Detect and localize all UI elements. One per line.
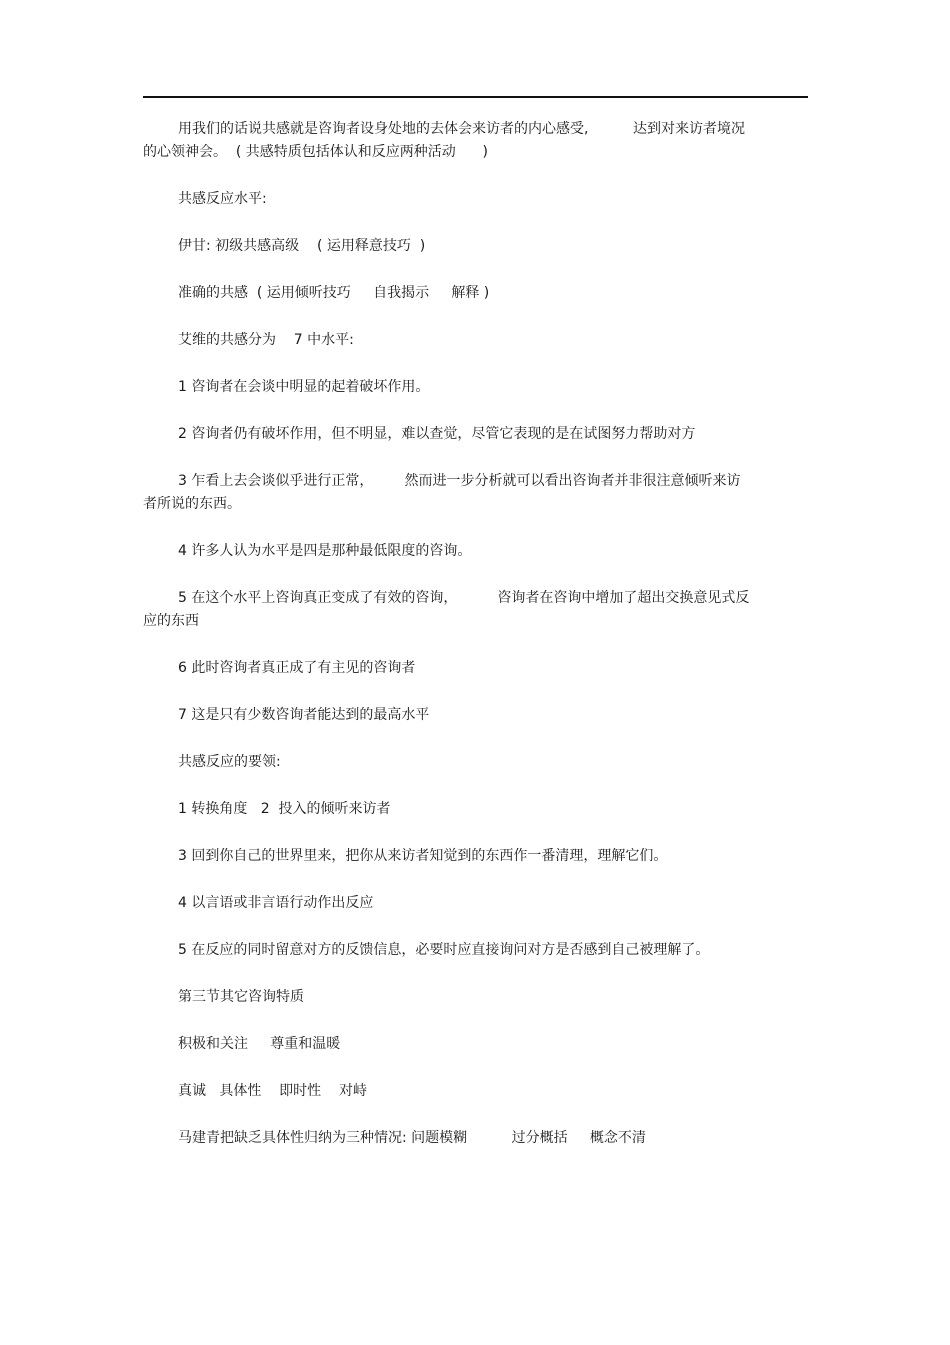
paragraph: 准确的共感 ( 运用倾听技巧 自我揭示 解释 ) [178, 285, 490, 301]
list-item: 4 以言语或非言语行动作出反应 [178, 895, 374, 911]
list-item: 5 在反应的同时留意对方的反馈信息，必要时应直接询问对方是否感到自己被理解了。 [178, 942, 710, 958]
paragraph: 马建青把缺乏具体性归纳为三种情况: 问题模糊 过分概括 概念不清 [178, 1130, 646, 1146]
list-item: 2 咨询者仍有破坏作用，但不明显，难以查觉，尽管它表现的是在试图努力帮助对方 [178, 426, 696, 442]
paragraph: 真诚 具体性 即时性 对峙 [178, 1083, 367, 1099]
paragraph-empathy-definition [143, 118, 808, 164]
list-item [143, 587, 808, 633]
list-item: 1 转换角度 2 投入的倾听来访者 [178, 801, 391, 817]
paragraph-line-continued: 应的东西 [143, 613, 199, 629]
list-item: 4 许多人认为水平是四是那种最低限度的咨询。 [178, 543, 472, 559]
paragraph-line-continued: 者所说的东西。 [143, 496, 241, 512]
document-body [143, 118, 808, 1150]
list-item: 1 咨询者在会谈中明显的起着破坏作用。 [178, 379, 430, 395]
top-rule [143, 96, 808, 98]
paragraph-line: 5 在这个水平上咨询真正变成了有效的咨询， 咨询者在咨询中增加了超出交换意见式反 [178, 590, 750, 606]
paragraph-line-continued: 的心领神会。 ( 共感特质包括体认和反应两种活动 ) [143, 144, 488, 160]
paragraph: 伊甘: 初级共感高级 ( 运用释意技巧 ) [178, 238, 426, 254]
paragraph: 积极和关注 尊重和温暖 [178, 1036, 341, 1052]
list-item: 3 回到你自己的世界里来，把你从来访者知觉到的东西作一番清理，理解它们。 [178, 848, 668, 864]
list-item [143, 470, 808, 516]
paragraph-line: 用我们的话说共感就是咨询者设身处地的去体会来访者的内心感受, 达到对来访者境况 [178, 121, 745, 137]
paragraph: 共感反应水平: [178, 191, 267, 207]
section-heading: 第三节其它咨询特质 [178, 989, 304, 1005]
paragraph: 共感反应的要领: [178, 754, 281, 770]
paragraph: 艾维的共感分为 7 中水平: [178, 332, 354, 348]
list-item: 7 这是只有少数咨询者能达到的最高水平 [178, 707, 430, 723]
list-item: 6 此时咨询者真正成了有主见的咨询者 [178, 660, 416, 676]
paragraph-line: 3 乍看上去会谈似乎进行正常， 然而进一步分析就可以看出咨询者并非很注意倾听来访 [178, 473, 741, 489]
